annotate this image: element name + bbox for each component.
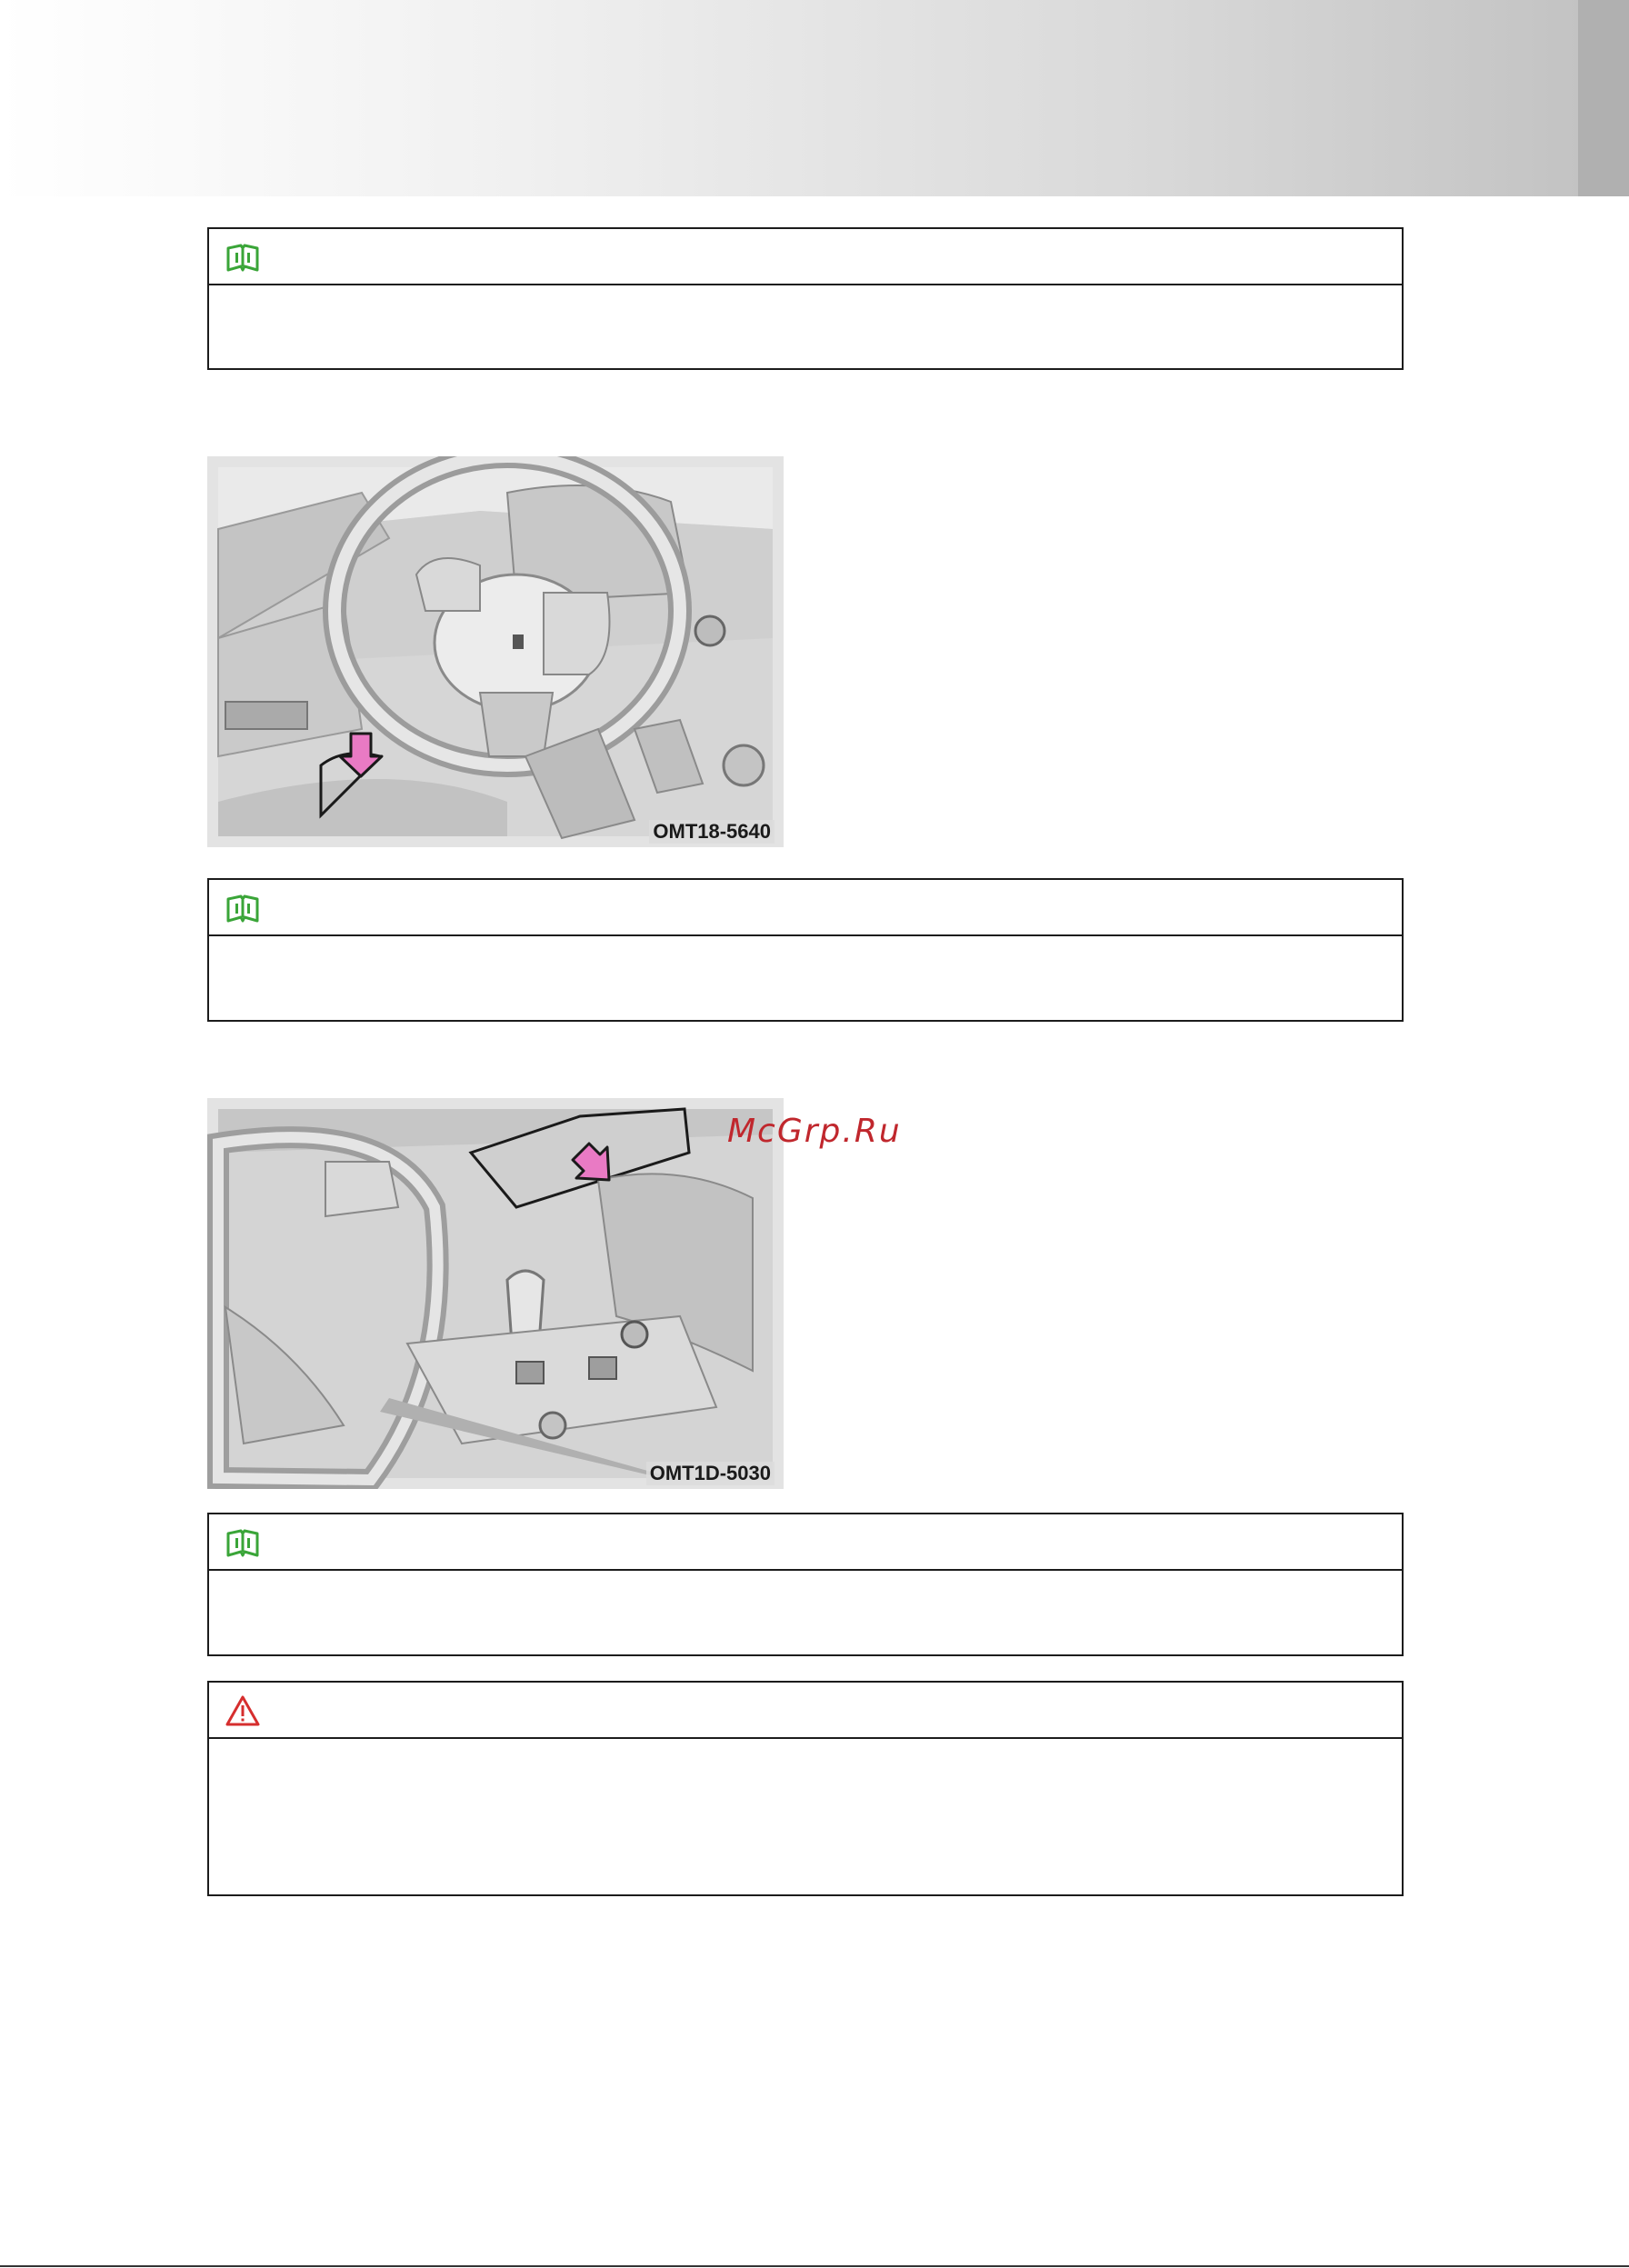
note-box-1 bbox=[207, 227, 1404, 370]
book-info-icon bbox=[225, 241, 260, 274]
steering-wheel-illustration bbox=[207, 456, 784, 847]
book-info-icon bbox=[225, 892, 260, 924]
header-band bbox=[0, 0, 1629, 196]
center-console-illustration bbox=[207, 1098, 784, 1489]
figure-code: OMT18-5640 bbox=[649, 820, 775, 844]
figure-code: OMT1D-5030 bbox=[646, 1462, 775, 1485]
note-header bbox=[209, 229, 1402, 285]
note-box-3 bbox=[207, 1513, 1404, 1656]
figure-center-console bbox=[207, 1098, 784, 1489]
warning-triangle-icon bbox=[225, 1694, 260, 1727]
warning-box bbox=[207, 1681, 1404, 1896]
book-info-icon bbox=[225, 1526, 260, 1559]
footer-rule bbox=[0, 2265, 1629, 2267]
note-header bbox=[209, 880, 1402, 936]
watermark: McGrp.Ru bbox=[727, 1113, 902, 1150]
note-header bbox=[209, 1514, 1402, 1571]
figure-steering-wheel bbox=[207, 456, 784, 847]
warning-header bbox=[209, 1683, 1402, 1739]
header-tab bbox=[1578, 0, 1629, 196]
note-box-2 bbox=[207, 878, 1404, 1022]
